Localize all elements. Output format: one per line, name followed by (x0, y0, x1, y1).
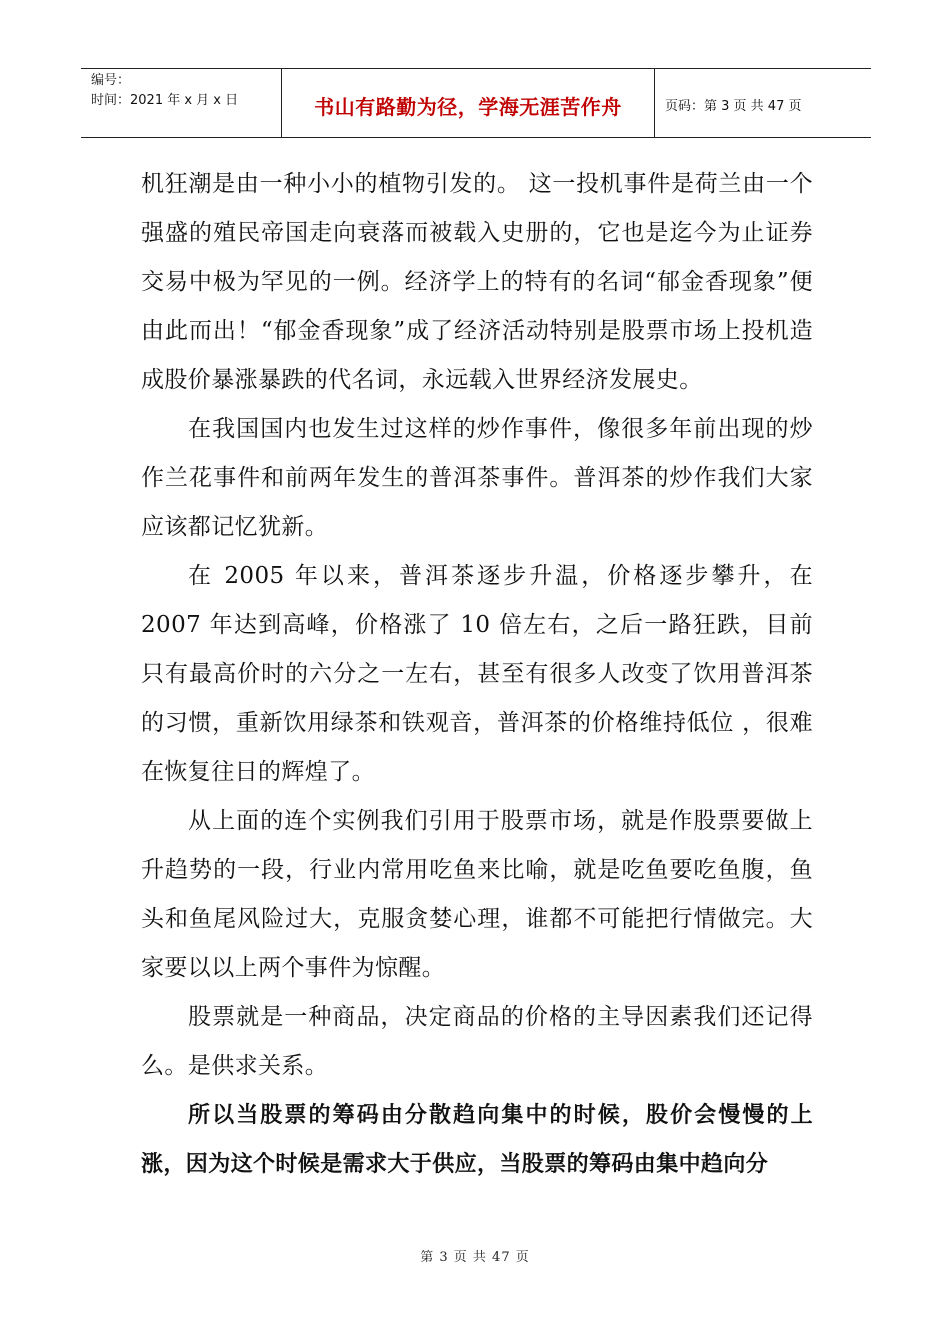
paragraph-supply-demand: 股票就是一种商品，决定商品的价格的主导因素我们还记得么。是供求关系。 (141, 1004, 813, 1079)
header-right-cell (655, 69, 871, 137)
paragraph-chip-concentration: 所以当股票的筹码由分散趋向集中的时候，股价会慢慢的上涨，因为这个时候是需求大于供应，当股票的筹码由集中趋向分 (141, 1103, 813, 1177)
paragraph-puer-tea: 在 2005 年以来，普洱茶逐步升温，价格逐步攀升，在 2007 年达到高峰，价格涨了 10 倍左右，之后一路狂跌，目前只有最高价时的六分之一左右，甚至有很多人改变了饮用普洱茶的习惯，重新饮用绿茶和铁观音，普洱茶的价格维持低位 ，很难在恢复往日的辉煌了。 (141, 563, 813, 785)
document-body (141, 160, 813, 1189)
page-number-label: 页码：第 3 页 共 47 页 (665, 98, 802, 114)
serial-label: 编号： (91, 73, 131, 88)
header-left-cell (81, 69, 282, 137)
header-middle-cell (282, 69, 655, 137)
document-header (81, 68, 871, 138)
time-label: 时间：2021 年 x 月 x 日 (91, 93, 239, 108)
paragraph-domestic-speculation: 在我国国内也发生过这样的炒作事件，像很多年前出现的炒作兰花事件和前两年发生的普洱茶事件。普洱茶的炒作我们大家应该都记忆犹新。 (141, 416, 813, 540)
paragraph-stock-analogy: 从上面的连个实例我们引用于股票市场，就是作股票要做上升趋势的一段，行业内常用吃鱼来比喻，就是吃鱼要吃鱼腹，鱼头和鱼尾风险过大，克服贪婪心理，谁都不可能把行情做完。大家要以以上两个事件为惊醒。 (141, 808, 813, 981)
page-footer: 第 3 页 共 47 页 (420, 1250, 530, 1265)
header-motto: 书山有路勤为径，学海无涯苦作舟 (314, 94, 622, 119)
paragraph-continuation: 机狂潮是由一种小小的植物引发的。 这一投机事件是荷兰由一个强盛的殖民帝国走向衰落而被载入史册的，它也是迄今为止证券交易中极为罕见的一例。经济学上的特有的名词“郁金香现象”便由此而出！“郁金香现象”成了经济活动特别是股票市场上投机造成股价暴涨暴跌的代名词，永远载入世界经济发展史。 (141, 171, 813, 393)
